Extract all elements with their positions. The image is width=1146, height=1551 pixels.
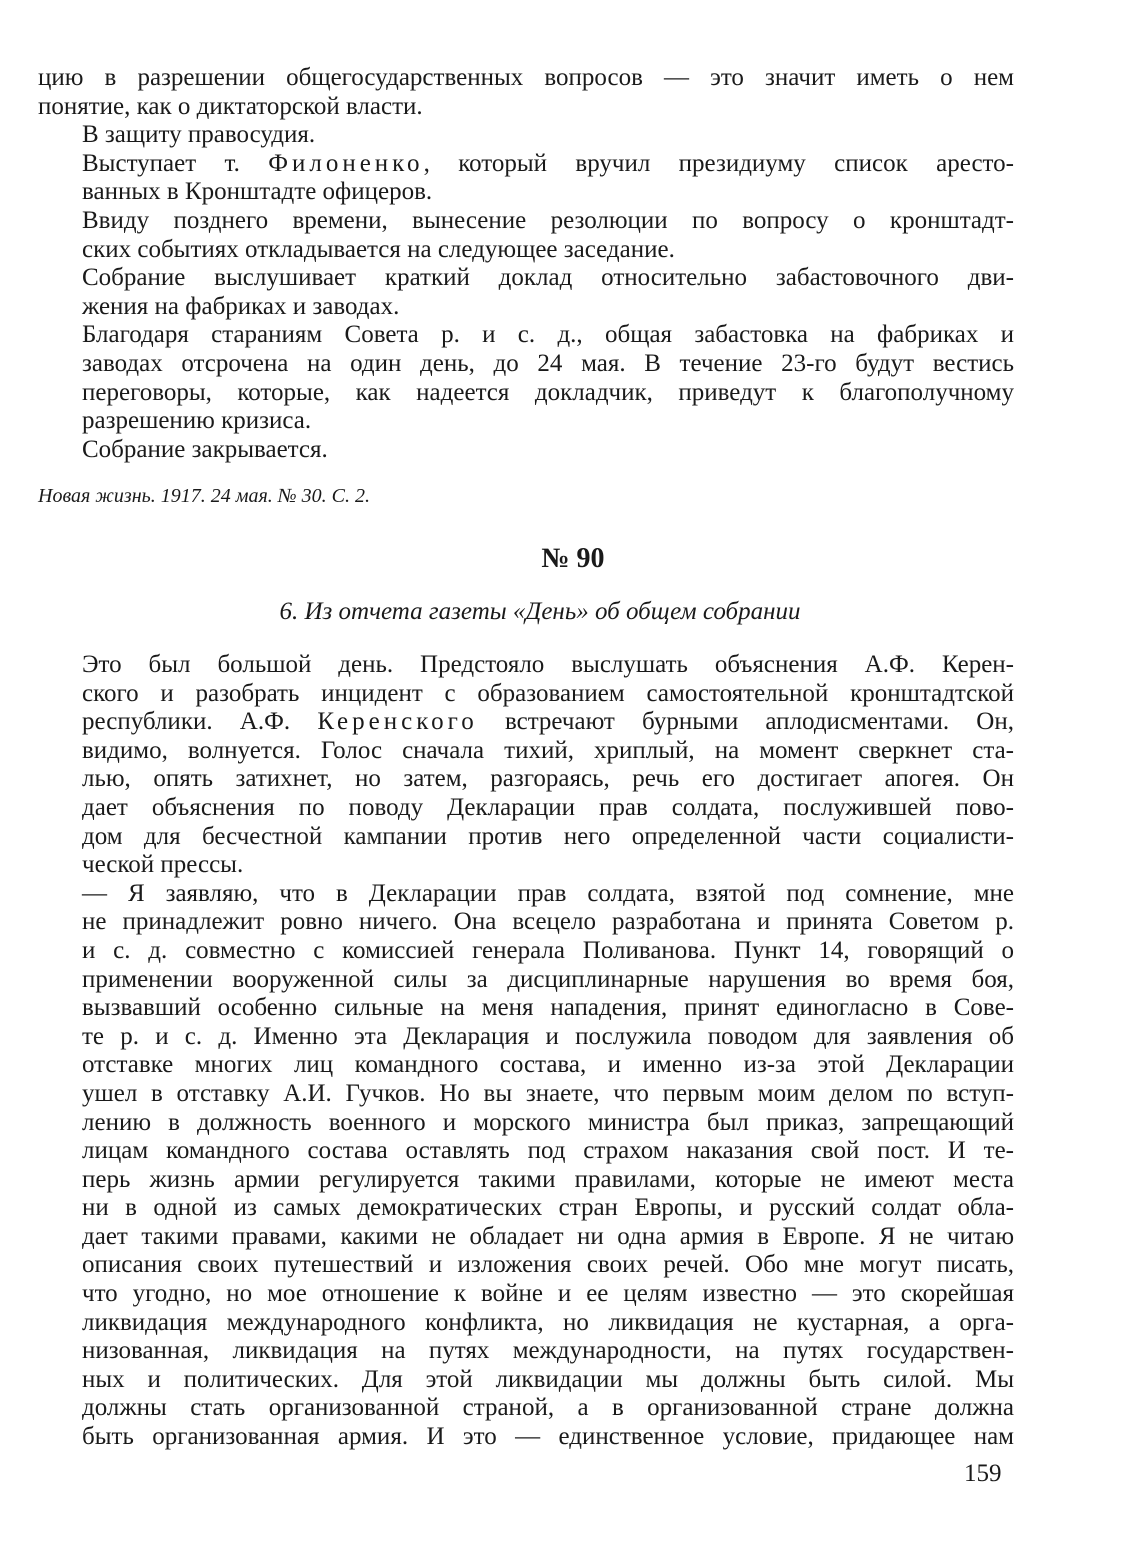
document-number: № 90 [541, 543, 605, 574]
speaker-name: Филоненко [268, 149, 424, 177]
document-subtitle: 6. Из отчета газеты «День» об общем собрании [279, 598, 801, 625]
page-number: 159 [964, 1460, 1002, 1487]
source-citation: Новая жизнь. 1917. 24 мая. № 30. С. 2. [38, 485, 370, 507]
speaker-name: Керенского [317, 708, 478, 736]
paragraph-strike-report: Собрание выслушивает краткий доклад относительно забастовочного дви- жения на фабриках и заводах. [82, 264, 1014, 320]
paragraph-filonenko: Выступает т. Филоненко, который вручил президиуму список аресто- ванных в Кронштадте офицеров. [82, 149, 1014, 206]
main-section [38, 651, 1014, 1452]
paragraph-kerensky-speech: — Я заявляю, что в Декларации прав солдата, взятой под сомнение, мне не принадлежит ровно ничего. Она всецело разработана и принята Советом р. и с. д. совместно с комиссией генерала Поливанова. Пункт 14, говорящий о применении вооруженной силы за дисциплинарные нарушения во время боя, вызвавший особенно сильные на меня нападения, принят единогласно в Сове- те р. и с. д. Именно эта Декларация и послужила поводом для заявления об отставке многих лиц командного состава, и именно из-за этой Декларации ушел в отставку А.И. Гучков. Но вы знаете, что первым моим делом по вступ- лению в должность военного и морского министра был приказ, запрещающий лицам командного состава оставлять под страхом наказания свой пост. И те- перь жизнь армии регулируется такими правилами, которые не имеют места ни в одной из самых демократических стран Европы, и русский солдат обла- дает такими правами, какими не обладает ни одна армия в Европе. Я не читаю описания своих путешествий и изложения своих речей. Обо мне могут писать, что угодно, но мое отношение к войне и ее целям известно — это скорейшая ликвидация международного конфликта, но ликвидация не кустарная, а орга- низованная, ликвидация на путях международности, на путях государствен- ных и политических. Для этой ликвидации мы должны быть силой. Мы должны стать организованной страной, а в организованной стране должна быть организованная армия. И это — единственное условие, придающее нам [82, 879, 1014, 1451]
top-section [38, 64, 1014, 464]
paragraph-kerensky-intro: Это был большой день. Предстояло выслушать объяснения А.Ф. Керен- ского и разобрать инцидент с образованием самостоятельной кронштадтской республики. А.Ф. Керенского встречают бурными аплодисментами. Он, видимо, волнуется. Голос сначала тихий, хриплый, на момент сверкнет ста- лью, опять затихнет, но затем, разгораясь, речь его достигает апогея. Он дает объяснения по поводу Декларации прав солдата, послужившей пово- дом для бесчестной кампании против него определенной части социалисти- ческой прессы. [82, 651, 1014, 879]
paragraph-resolution: Ввиду позднего времени, вынесение резолюции по вопросу о кронштадт- ских событиях откладывается на следующее заседание. [82, 206, 1014, 263]
paragraph-strike-postponed: Благодаря стараниям Совета р. и с. д., общая забастовка на фабриках и заводах отсрочена на один день, до 24 мая. В течение 23-го будут вестись переговоры, которые, как надеется докладчик, приведут к благополучному разрешению кризиса. [82, 321, 1014, 435]
paragraph-continuation: цию в разрешении общегосударственных вопросов — это значит иметь о нем понятие, как о диктаторской власти. [38, 64, 1014, 120]
paragraph-justice: В защиту правосудия. [82, 121, 316, 149]
paragraph-closing: Собрание закрывается. [82, 435, 328, 463]
